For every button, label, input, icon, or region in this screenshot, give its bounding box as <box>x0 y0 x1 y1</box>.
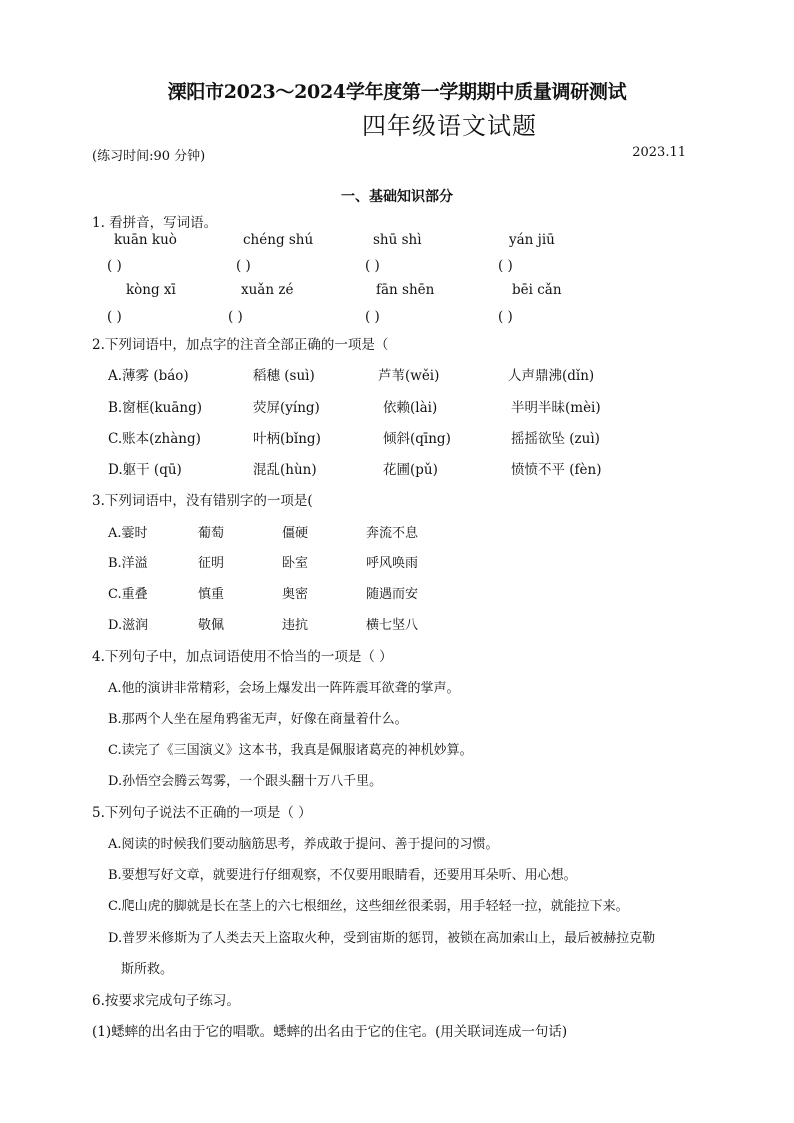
q5-option-a[interactable]: A.阅读的时候我们要动脑筋思考，养成敢于提问、善于提问的习惯。 <box>108 837 499 852</box>
q3-word: 违抗 <box>282 618 309 633</box>
answer-blank[interactable]: ( ) <box>228 309 243 325</box>
q3-word: 僵硬 <box>282 526 309 541</box>
q3-option-b[interactable]: B.洋溢 <box>108 556 148 571</box>
q4-option-d[interactable]: D.孙悟空会腾云驾雾，一个跟头翻十万八千里。 <box>108 774 383 789</box>
q2-word: 芦苇(wěi) <box>378 368 440 384</box>
q3-option-a[interactable]: A.霎时 <box>108 526 148 541</box>
q2-prompt: 2.下列词语中，加点字的注音全部正确的一项是（ <box>92 337 389 353</box>
q2-word: 摇摇欲坠 (zuì) <box>511 431 600 447</box>
q3-word: 奥密 <box>282 587 309 602</box>
q2-word: 稻穗 (suì) <box>253 368 315 384</box>
pinyin-item: shū shì <box>373 232 422 248</box>
q3-word: 征明 <box>198 556 225 571</box>
exam-subtitle: 四年级语文试题 <box>362 112 537 140</box>
q2-word: 花圃(pǔ) <box>383 462 438 478</box>
q2-word: 叶柄(bǐng) <box>253 431 321 447</box>
q2-word: 混乱(hùn) <box>253 462 317 478</box>
answer-blank[interactable]: ( ) <box>236 258 251 274</box>
answer-blank[interactable]: ( ) <box>365 309 380 325</box>
q2-option-c[interactable]: C.账本(zhàng) <box>108 431 201 447</box>
answer-blank[interactable]: ( ) <box>365 258 380 274</box>
q2-option-d[interactable]: D.躯干 (qū) <box>108 462 182 478</box>
answer-blank[interactable]: ( ) <box>498 258 513 274</box>
q3-word: 随遇而安 <box>366 587 419 602</box>
q3-word: 横七坚八 <box>366 618 419 633</box>
q2-option-b[interactable]: B.窗框(kuāng) <box>108 400 203 416</box>
q3-word: 呼风唤雨 <box>366 556 419 571</box>
pinyin-item: xuǎn zé <box>241 282 294 298</box>
q3-word: 敬佩 <box>198 618 225 633</box>
pinyin-item: bēi cǎn <box>512 282 562 298</box>
pinyin-item: fān shēn <box>376 282 435 298</box>
q3-option-d[interactable]: D.滋润 <box>108 618 149 633</box>
pinyin-item: chéng shú <box>243 232 314 248</box>
q1-prompt: 1. 看拼音，写词语。 <box>92 215 218 231</box>
q3-word: 奔流不息 <box>366 526 419 541</box>
answer-blank[interactable]: ( ) <box>498 309 513 325</box>
q2-word: 愤愤不平 (fèn) <box>511 462 602 478</box>
pinyin-item: kòng xī <box>126 282 176 298</box>
q4-option-a[interactable]: A.他的演讲非常精彩，会场上爆发出一阵阵震耳欲聋的掌声。 <box>108 681 460 696</box>
q2-word: 依赖(lài) <box>383 400 438 416</box>
answer-blank[interactable]: ( ) <box>107 309 122 325</box>
q4-option-b[interactable]: B.那两个人坐在屋角鸦雀无声，好像在商量着什么。 <box>108 712 408 727</box>
pinyin-item: kuān kuò <box>114 232 177 248</box>
q4-option-c[interactable]: C.读完了《三国演义》这本书，我真是佩服诸葛亮的神机妙算。 <box>108 743 473 758</box>
q3-prompt: 3.下列词语中，没有错别字的一项是( <box>92 493 313 509</box>
q3-word: 葡萄 <box>198 526 225 541</box>
exam-title: 溧阳市2023～2024学年度第一学期期中质量调研测试 <box>167 81 627 103</box>
q2-word: 荧屏(yíng) <box>253 400 320 416</box>
exam-date: 2023.11 <box>632 145 686 160</box>
q3-word: 慎重 <box>198 587 225 602</box>
section-title: 一、基础知识部分 <box>341 189 453 205</box>
time-note: (练习时间:90 分钟) <box>92 149 206 164</box>
q6-prompt: 6.按要求完成句子练习。 <box>92 993 240 1009</box>
q3-option-c[interactable]: C.重叠 <box>108 587 148 602</box>
q3-word: 卧室 <box>282 556 309 571</box>
q5-option-b[interactable]: B.要想写好文章，就要进行仔细观察，不仅要用眼睛看，还要用耳朵听、用心想。 <box>108 868 577 883</box>
q5-prompt: 5.下列句子说法不正确的一项是（ ） <box>92 805 312 821</box>
q6-item-1: (1)蟋蟀的出名由于它的唱歌。蟋蟀的出名由于它的住宅。(用关联词连成一句话) <box>92 1024 568 1040</box>
answer-blank[interactable]: ( ) <box>107 258 122 274</box>
q2-word: 人声鼎沸(dǐn) <box>508 368 595 384</box>
q2-word: 倾斜(qīng) <box>383 431 451 447</box>
q2-word: 半明半昧(mèi) <box>511 400 601 416</box>
q5-option-d[interactable]: D.普罗米修斯为了人类去天上盗取火种，受到宙斯的惩罚，被锁在高加索山上，最后被赫拉克勒 <box>108 931 656 946</box>
q5-option-d-continued: 斯所救。 <box>121 962 174 977</box>
pinyin-item: yán jiū <box>509 232 555 248</box>
q2-option-a[interactable]: A.薄雾 (báo) <box>108 368 189 384</box>
q4-prompt: 4.下列句子中，加点词语使用不恰当的一项是（ ） <box>92 649 393 665</box>
q5-option-c[interactable]: C.爬山虎的脚就是长在茎上的六七根细丝，这些细丝很柔弱，用手轻轻一拉，就能拉下来。 <box>108 899 629 914</box>
